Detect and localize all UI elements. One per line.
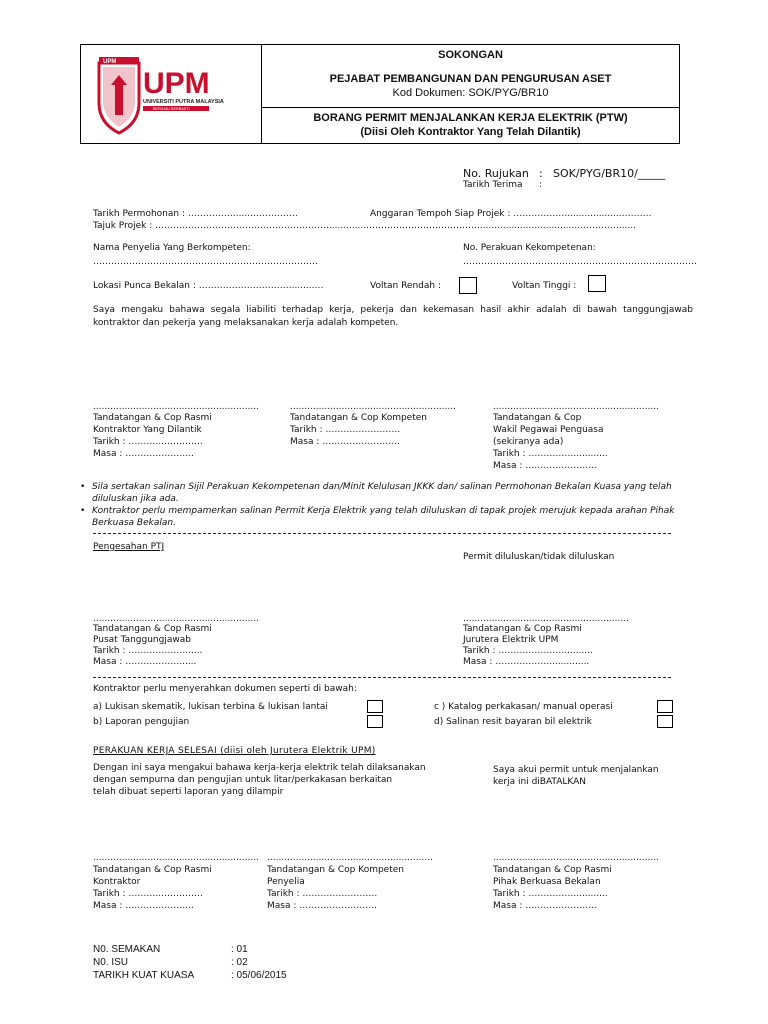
sig3-authority [493,864,612,912]
header-title-cell [262,108,679,143]
sig3-dots-1: .......................................................... [93,853,259,863]
sig3-dots-3: .......................................................... [493,853,659,863]
sig3-supervisor-line: Penyelia [267,877,305,887]
sig3-authority-tarikh[interactable]: Tarikh : ……………............ [493,889,608,899]
sig1-officer-line: Tandatangan & Cop [493,413,582,423]
document-d-label: d) Salinan resit bayaran bil elektrik [434,717,592,727]
office-name: PEJABAT PEMBANGUNAN DAN PENGURUSAN ASET [329,73,612,85]
document-a-checkbox[interactable] [367,700,383,713]
document-c-checkbox[interactable] [657,700,673,713]
sig1-competent-line: Tandatangan & Cop Kompeten [290,413,427,423]
ptj-line: Pusat Tanggungjawab [93,635,191,645]
note-2: • Kontraktor perlu mempamerkan salinan Permit Kerja Elektrik yang telah diluluskan di tapak projek merujuk kepada arahan Pihak Berkuasa Bekalan. [80,506,675,528]
document-c-label: c ) Katalog perkakasan/ manual operasi [434,702,613,712]
sig1-contractor-line: Tandatangan & Cop Rasmi [93,413,212,423]
documents-intro: Kontraktor perlu menyerahkan dokumen seperti di bawah: [93,684,357,694]
cancel-statement-line: kerja ini diBATALKAN [493,777,587,787]
perakuan-title: PERAKUAN KERJA SELESAI (diisi oleh Jurutera Elektrik UPM) [93,746,376,756]
upm-logo [81,45,262,143]
document-code: Kod Dokumen: SOK/PYG/BR10 [392,87,549,99]
sig1-officer-masa[interactable]: Masa : …………………… [493,461,598,471]
cancel-statement-line: Saya akui permit untuk menjalankan [493,765,659,775]
sig3-authority-line: Tandatangan & Cop Rasmi [493,865,612,875]
ptj-dots-1: .......................................................... [93,614,259,624]
reference-number-value[interactable]: SOK/PYG/BR10/_____ [553,167,666,180]
bullet-icon: • [80,482,86,492]
tarikh-terima-separator: : [539,180,543,190]
sig3-contractor [93,864,212,912]
lokasi-punca-field[interactable]: Lokasi Punca Bekalan : ………………………….........… [93,281,324,291]
sig3-supervisor-tarikh[interactable]: Tarikh : ……………………. [267,889,378,899]
form-subtitle: (Diisi Oleh Kontraktor Yang Telah Dilantik) [360,126,581,138]
voltan-tinggi-checkbox[interactable] [588,275,606,292]
voltan-rendah-label: Voltan Rendah : [370,281,441,291]
ptj-dots-2: .......................................................... [463,614,629,624]
section-divider [93,677,671,678]
nama-penyelia-label: Nama Penyelia Yang Berkompeten: [93,243,251,253]
semakan-label: N0. SEMAKAN [93,944,161,955]
declaration-text: Saya mengaku bahawa segala liabiliti terhadap kerja, pekerja dan kekemasan hasil akhir adalah di bawah tanggungjawab kontraktor dan pekerja yang melaksanakan kerja adalah kompeten. [93,305,693,328]
sig3-authority-line: Pihak Berkuasa Bekalan [493,877,601,887]
document-b-checkbox[interactable] [367,715,383,728]
tajuk-projek-field[interactable]: Tajuk Projek : …………………………………………………...............………………………………...................................…………........ [93,221,637,231]
svg-text:UPM: UPM [103,59,117,65]
footer-labels [93,943,194,982]
perakuan-statement-line: Dengan ini saya mengakui bahawa kerja-kerja elektrik telah dilaksanakan [93,763,426,773]
isu-label: N0. ISU [93,957,129,968]
perakuan-statement [93,762,426,798]
document-header [80,44,680,144]
voltan-rendah-checkbox[interactable] [459,277,477,294]
sig1-dots-2: .......................................................... [290,402,456,412]
ptj-signatory [93,624,212,668]
sig3-supervisor-line: Tandatangan & Cop Kompeten [267,865,404,875]
sig3-contractor-tarikh[interactable]: Tarikh : ………...…………. [93,889,203,899]
header-office-cell [262,45,679,108]
permit-status-text[interactable]: Permit diluluskan/tidak diluluskan [463,552,615,562]
section-divider [93,533,671,534]
sig3-contractor-line: Kontraktor [93,877,141,887]
sokongan-label: SOKONGAN [438,49,503,61]
footer-values [231,943,287,982]
sig3-dots-2: .......................................................... [267,853,433,863]
sig1-competent-tarikh[interactable]: Tarikh : ……………………. [290,425,401,435]
document-a-label: a) Lukisan skematik, lukisan terbina & lukisan lantai [93,702,328,712]
sig3-supervisor [267,864,404,912]
sig1-contractor-tarikh[interactable]: Tarikh : ………...…………. [93,437,203,447]
sig1-dots-1: .......................................................... [93,402,259,412]
anggaran-tempoh-field[interactable]: Anggaran Tempoh Siap Projek : ………………...................………. [370,209,652,219]
form-title: BORANG PERMIT MENJALANKAN KERJA ELEKTRIK (PTW) [313,112,628,124]
no-perakuan-label: No. Perakuan Kekompetenan: [463,243,596,253]
sig1-contractor-masa[interactable]: Masa : ………………….. [93,449,194,459]
sig3-contractor-line: Tandatangan & Cop Rasmi [93,865,212,875]
sig1-competent [290,412,427,448]
perakuan-statement-line: telah dibuat seperti laporan yang dilampir [93,787,284,797]
bullet-icon: • [80,506,86,516]
sig3-contractor-masa[interactable]: Masa : ………………….. [93,901,194,911]
svg-text:BERILMU BERBAKTI: BERILMU BERBAKTI [153,107,190,111]
ptj-masa[interactable]: Masa : ………………...... [93,657,197,667]
semakan-value: : 01 [231,944,248,955]
sig3-supervisor-masa[interactable]: Masa : …………………….. [267,901,377,911]
svg-text:UNIVERSITI PUTRA MALAYSIA: UNIVERSITI PUTRA MALAYSIA [143,99,224,105]
nama-penyelia-field[interactable]: ………………………………………………………………… [93,257,318,267]
engineer-masa[interactable]: Masa : ……………….............. [463,657,590,667]
sig1-officer-tarikh[interactable]: Tarikh : ……………............ [493,449,608,459]
tarikh-terima-label: Tarikh Terima [463,180,523,190]
no-perakuan-field[interactable]: …………………………………………………………………… [463,257,697,267]
svg-text:UPM: UPM [143,67,210,100]
engineer-tarikh[interactable]: Tarikh : …………………........... [463,646,593,656]
kuat-kuasa-value: : 05/06/2015 [231,970,287,981]
engineer-line: Jurutera Elektrik UPM [463,635,559,645]
kuat-kuasa-label: TARIKH KUAT KUASA [93,970,195,981]
ptj-tarikh[interactable]: Tarikh : ………………....... [93,646,203,656]
reference-number-separator: : [539,167,543,180]
sig1-dots-3: .......................................................... [493,402,659,412]
sig1-officer-line: (sekiranya ada) [493,437,564,447]
sig1-competent-masa[interactable]: Masa : …………………….. [290,437,400,447]
pengesahan-title: Pengesahan PTJ [93,542,165,552]
ptj-line: Tandatangan & Cop Rasmi [93,624,212,634]
document-d-checkbox[interactable] [657,715,673,728]
note-1: • Sila sertakan salinan Sijil Perakuan Kekompetenan dan/Minit Kelulusan JKKK dan/ salinan Permohonan Bekalan Kuasa yang telah diluluskan jika ada. [80,482,672,504]
tarikh-permohonan-field[interactable]: Tarikh Permohonan : …………….......…………… [93,209,298,219]
reference-number-label: No. Rujukan [463,167,529,180]
sig3-authority-masa[interactable]: Masa : …………………… [493,901,598,911]
sig1-contractor [93,412,212,460]
voltan-tinggi-label: Voltan Tinggi : [512,281,577,291]
sig1-officer [493,412,608,472]
perakuan-statement-line: dengan sempurna dan pengujian untuk litar/perkakasan berkaitan [93,775,393,785]
isu-value: : 02 [231,957,248,968]
document-b-label: b) Laporan pengujian [93,717,190,727]
engineer-line: Tandatangan & Cop Rasmi [463,624,582,634]
sig1-contractor-line: Kontraktor Yang Dilantik [93,425,202,435]
cancel-statement [493,764,659,788]
engineer-signatory [463,624,593,668]
sig1-officer-line: Wakil Pegawai Penguasa [493,425,604,435]
